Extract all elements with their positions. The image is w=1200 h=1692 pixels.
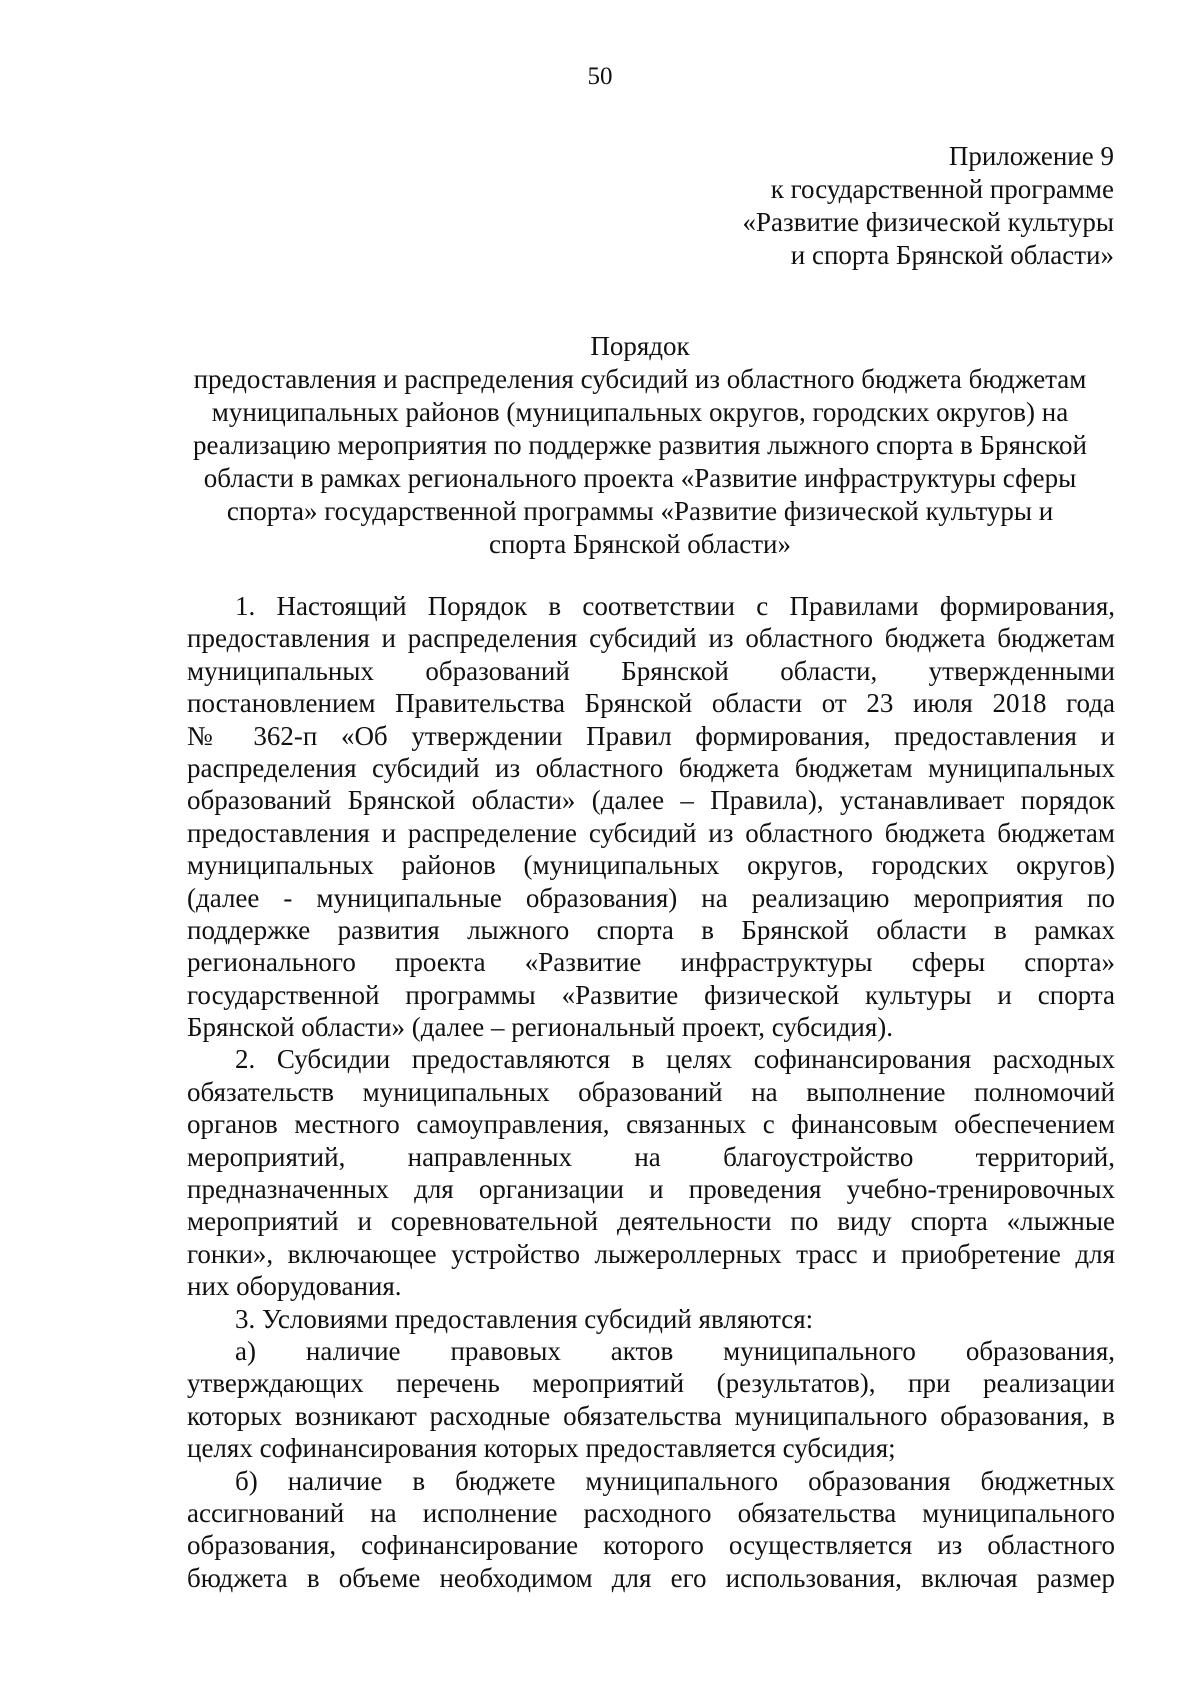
paragraph-line: предоставления и распределения субсидий из областного бюджета бюджетам <box>187 623 1115 654</box>
document-title <box>160 330 1120 561</box>
paragraph-line: 1. Настоящий Порядок в соответствии с Правилами формирования, <box>235 591 1115 621</box>
paragraph-line: целях софинансирования которых предоставляется субсидия; <box>187 1433 896 1464</box>
paragraph-line: б) наличие в бюджете муниципального образования бюджетных <box>235 1465 1115 1496</box>
paragraph-line: ассигнований на исполнение расходного обязательства муниципального <box>187 1497 1115 1528</box>
paragraph-line: муниципальных районов (муниципальных округов, городских округов) <box>187 850 1115 881</box>
paragraph-line: обязательств муниципальных образований на выполнение полномочий <box>187 1076 1115 1107</box>
paragraph-line: а) наличие правовых актов муниципального образования, <box>235 1335 1115 1366</box>
appendix-line: Приложение 9 <box>948 141 1114 171</box>
paragraph <box>187 1043 1115 1302</box>
paragraph-line: них оборудования. <box>187 1271 402 1302</box>
paragraph-line: № 362-п «Об утверждении Правил формирования, предоставления и <box>187 720 1115 751</box>
appendix-header <box>743 140 1114 272</box>
paragraph-line: предназначенных для организации и проведения учебно-тренировочных <box>187 1174 1115 1205</box>
paragraph <box>187 1335 1115 1465</box>
paragraph-line: предоставления и распределение субсидий из областного бюджета бюджетам <box>187 817 1115 848</box>
appendix-line: и спорта Брянской области» <box>790 240 1114 270</box>
title-line: спорта» государственной программы «Развитие физической культуры и <box>226 496 1054 526</box>
paragraph-line: образований Брянской области» (далее – Правила), устанавливает порядок <box>187 785 1115 816</box>
document-body <box>187 590 1115 1594</box>
title-heading: Порядок <box>590 331 690 361</box>
paragraph-line: утверждающих перечень мероприятий (результатов), при реализации <box>187 1368 1115 1399</box>
paragraph <box>187 1465 1115 1595</box>
appendix-line: к государственной программе <box>770 174 1114 204</box>
appendix-line: «Развитие физической культуры <box>742 207 1114 237</box>
paragraph-line: регионального проекта «Развитие инфраструктуры сферы спорта» <box>187 947 1115 978</box>
paragraph-line: постановлением Правительства Брянской области от 23 июля 2018 года <box>187 688 1115 719</box>
paragraph-line: поддержке развития лыжного спорта в Брянской области в рамках <box>187 914 1115 945</box>
paragraph-line: органов местного самоуправления, связанных с финансовым обеспечением <box>187 1109 1115 1140</box>
page-number: 50 <box>587 63 613 90</box>
paragraph <box>187 590 1115 1043</box>
title-line: реализацию мероприятия по поддержке развития лыжного спорта в Брянской <box>192 430 1088 460</box>
paragraph-line: образования, софинансирование которого осуществляется из областного <box>187 1530 1115 1561</box>
paragraph-line: 2. Субсидии предоставляются в целях софинансирования расходных <box>235 1044 1115 1075</box>
title-line: спорта Брянской области» <box>489 529 791 559</box>
paragraph-line: мероприятий и соревновательной деятельности по виду спорта «лыжные <box>187 1206 1115 1237</box>
paragraph-line: бюджета в объеме необходимом для его использования, включая размер <box>187 1562 1115 1593</box>
paragraph-line: мероприятий, направленных на благоустройство территорий, <box>187 1141 1115 1172</box>
title-line: предоставления и распределения субсидий из областного бюджета бюджетам <box>193 364 1087 394</box>
paragraph-line: (далее - муниципальные образования) на реализацию мероприятия по <box>187 882 1115 913</box>
title-line: муниципальных районов (муниципальных округов, городских округов) на <box>211 397 1069 427</box>
paragraph-line: которых возникают расходные обязательства муниципального образования, в <box>187 1400 1115 1431</box>
paragraph-line: гонки», включающее устройство лыжероллерных трасс и приобретение для <box>187 1238 1115 1269</box>
paragraph-line: Брянской области» (далее – региональный проект, субсидия). <box>187 1012 894 1043</box>
paragraph-line: государственной программы «Развитие физической культуры и спорта <box>187 979 1115 1010</box>
paragraph <box>187 1303 1115 1335</box>
title-line: области в рамках регионального проекта «Развитие инфраструктуры сферы <box>203 463 1077 493</box>
paragraph-line: муниципальных образований Брянской области, утвержденными <box>187 655 1115 686</box>
paragraph-line: 3. Условиями предоставления субсидий являются: <box>235 1303 814 1334</box>
paragraph-line: распределения субсидий из областного бюджета бюджетам муниципальных <box>187 752 1115 783</box>
